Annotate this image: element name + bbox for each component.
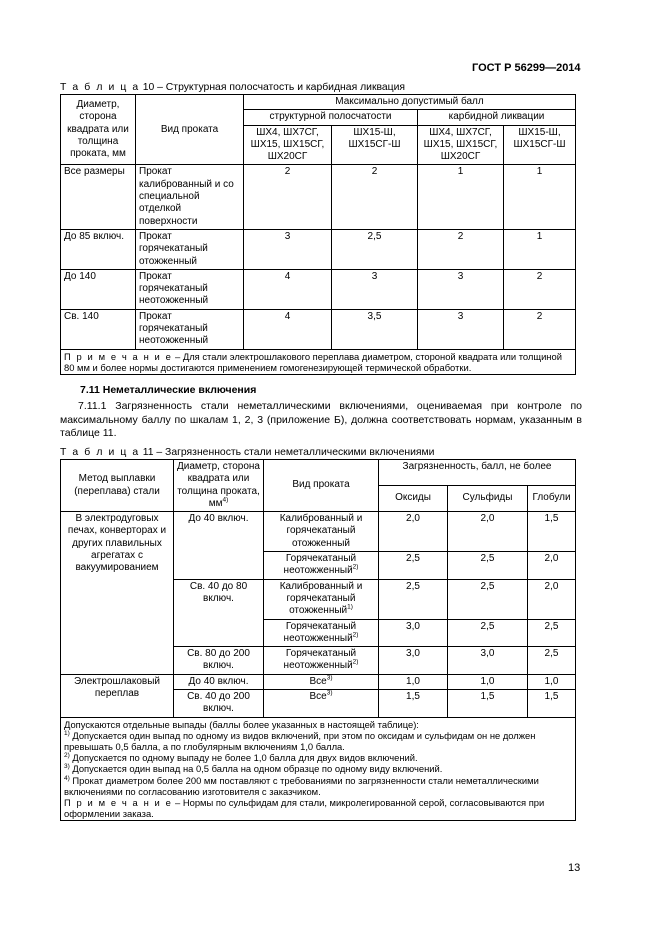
t11-header-oxides: Оксиды (379, 486, 448, 512)
t11-header-globules: Глобули (528, 486, 576, 512)
t11-note-1-mark: 1) (64, 729, 70, 737)
t11-notes-intro: Допускаются отдельные выпады (баллы более указанных в настоящей таблице): (64, 718, 419, 730)
t10-size: До 85 включ. (61, 229, 136, 269)
t11-note-3-mark: 3) (64, 763, 70, 771)
t11-value: 3,0 (379, 619, 448, 647)
t11-type-footnote: 1) (347, 603, 353, 611)
t11-remark (64, 797, 572, 819)
t11-type-text: Калиброванный и горячекатаный отожженный (279, 580, 363, 617)
table10-caption-title: – Структурная полосчатость и карбидная ликвация (157, 82, 406, 93)
table10-caption-label: Т а б л и ц а (60, 82, 140, 93)
t11-type-text: Калиброванный и горячекатаный отожженный (279, 513, 363, 549)
t10-value: 4 (244, 309, 332, 349)
t10-grade-b: ШХ15-Ш, ШХ15СГ-Ш (332, 125, 418, 165)
t10-note (61, 349, 576, 374)
t10-grade-b: ШХ15-Ш, ШХ15СГ-Ш (504, 125, 576, 165)
t11-value: 3,0 (379, 647, 448, 675)
t10-value: 2 (332, 165, 418, 229)
t10-header-max: Максимально допустимый балл (244, 95, 576, 110)
t11-type-footnote: 2) (352, 659, 359, 667)
t10-value: 3 (332, 269, 418, 309)
t11-value: 2,0 (528, 579, 576, 619)
t11-value: 1,0 (379, 674, 448, 689)
t11-note-4-text: Прокат диаметром более 200 мм поставляют с требованиями по загрязненности стали неметаллическими включениями по согласованию изготовителя с заказчиком. (64, 774, 539, 797)
t11-remark-text: – Нормы по сульфидам для стали, микролегированной серой, согласовываются при оформлении заказа. (64, 797, 545, 820)
t11-value: 1,5 (528, 512, 576, 552)
t10-value: 3 (418, 269, 504, 309)
t11-type-footnote: 3) (326, 689, 333, 697)
table-row (61, 269, 576, 309)
t10-type: Прокат горячекатаный неотожженный (136, 269, 244, 309)
t10-value: 3,5 (332, 309, 418, 349)
t10-type: Прокат горячекатаный неотожженный (136, 309, 244, 349)
t11-size: Св. 80 до 200 включ. (174, 647, 264, 675)
table-row (61, 674, 576, 689)
t10-header-size: Диаметр, сторона квадрата или толщина проката, мм (61, 95, 136, 165)
table-row (61, 165, 576, 229)
t10-type: Прокат калиброванный и со специальной отделкой поверхности (136, 165, 244, 229)
table11-caption-number: 11 (142, 447, 154, 458)
t11-notes (61, 717, 576, 821)
t11-type-text: Все (309, 691, 327, 703)
t11-note-4 (64, 775, 572, 797)
t11-value: 1,5 (528, 690, 576, 718)
t11-header-size-text: Диаметр, сторона квадрата или толщина проката, мм (177, 461, 260, 509)
section-heading: 7.11 Неметаллические включения (80, 384, 257, 396)
t11-size: Св. 40 до 200 включ. (174, 690, 264, 718)
t10-size: До 140 (61, 269, 136, 309)
t11-value: 1,5 (379, 690, 448, 718)
t10-note-text: – Для стали электрошлакового переплава диаметром, стороной квадрата или толщиной 80 мм и более нормы достигаются применением гомогенезирующей термической обработки. (64, 350, 562, 373)
t10-value: 2 (244, 165, 332, 229)
t10-value: 2 (504, 269, 576, 309)
t10-note-label: П р и м е ч а н и е (64, 350, 173, 362)
t11-value: 2,5 (528, 647, 576, 675)
t11-method: Электрошлаковый переплав (61, 674, 174, 717)
table11-caption (60, 447, 434, 458)
t11-type-text: Все (309, 675, 327, 687)
table11-caption-label: Т а б л и ц а (60, 447, 140, 458)
t11-value: 2,0 (448, 512, 528, 552)
table10-caption-number: 10 (142, 82, 155, 93)
t11-note-2-text: Допускается по одному выпаду не более 1,0 балла для двух видов включений. (69, 752, 418, 764)
t11-value: 1,0 (528, 674, 576, 689)
t11-header-type: Вид проката (264, 460, 379, 512)
t11-note-2 (64, 752, 572, 763)
t10-type: Прокат горячекатаный отожженный (136, 229, 244, 269)
t10-value: 1 (418, 165, 504, 229)
t11-type-text: Горячекатаный неотожженный (283, 620, 357, 644)
t11-header-method: Метод выплавки (переплава) стали (61, 460, 174, 512)
t10-size: Св. 140 (61, 309, 136, 349)
t11-value: 2,5 (448, 552, 528, 580)
t10-value: 2,5 (332, 229, 418, 269)
t10-header-type: Вид проката (136, 95, 244, 165)
t11-type-footnote: 2) (352, 631, 359, 639)
t10-grade-a: ШХ4, ШХ7СГ, ШХ15, ШХ15СГ, ШХ20СГ (244, 125, 332, 165)
t11-type (264, 647, 379, 675)
t11-value: 2,5 (379, 579, 448, 619)
t11-note-4-mark: 4) (64, 774, 70, 782)
t11-value: 2,0 (528, 552, 576, 580)
t11-note-3 (64, 763, 572, 774)
t10-size: Все размеры (61, 165, 136, 229)
t11-value: 2,5 (448, 619, 528, 647)
t11-type (264, 619, 379, 647)
table10-caption (60, 82, 405, 93)
t11-value: 2,5 (379, 552, 448, 580)
t10-value: 4 (244, 269, 332, 309)
t10-value: 2 (504, 309, 576, 349)
table11-caption-title: – Загрязненность стали неметаллическими включениями (156, 447, 435, 458)
table-row (61, 229, 576, 269)
t11-header-contam: Загрязненность, балл, не более (379, 460, 576, 486)
t10-value: 3 (244, 229, 332, 269)
t11-note-2-mark: 2) (64, 752, 70, 760)
table-row (61, 309, 576, 349)
page-number: 13 (568, 862, 581, 874)
t11-type (264, 512, 379, 552)
t10-grade-a: ШХ4, ШХ7СГ, ШХ15, ШХ15СГ, ШХ20СГ (418, 125, 504, 165)
t10-value: 1 (504, 229, 576, 269)
t11-value: 3,0 (448, 647, 528, 675)
t11-remark-label: П р и м е ч а н и е (64, 797, 173, 809)
standard-header: ГОСТ Р 56299—2014 (472, 62, 581, 74)
table10 (60, 94, 576, 375)
t11-method: В электродуговых печах, конверторах и других плавильных агрегатах с вакуумированием (61, 512, 174, 675)
t11-type (264, 579, 379, 619)
t11-type (264, 552, 379, 580)
t11-value: 2,5 (448, 579, 528, 619)
table11 (60, 459, 576, 821)
t10-value: 2 (418, 229, 504, 269)
t11-value: 2,0 (379, 512, 448, 552)
table-row (61, 512, 576, 552)
t11-note-1 (64, 730, 572, 752)
t10-value: 1 (504, 165, 576, 229)
t11-note-3-text: Допускается один выпад на 0,5 балла на одном образце по одному виду включений. (69, 763, 443, 775)
t11-type-footnote: 2) (352, 564, 359, 572)
t11-header-size-footnote: 4) (222, 496, 229, 504)
section-paragraph: 7.11.1 Загрязненность стали неметаллическими включениями, оцениваемая при контроле по максимальному баллу по шкалам 1, 2, 3 (приложение Б), должна соответствовать нормам, указанным в таблице 11. (60, 400, 582, 439)
t10-header-carb: карбидной ликвации (418, 110, 576, 125)
t11-note-1-text: Допускается один выпад по одному из видов включений, при этом по оксидам и сульфидам он не должен превышать 0,5 балла, а по глобулярным включениям 1,0 балла. (64, 729, 536, 753)
t11-size: До 40 включ. (174, 674, 264, 689)
t11-value: 1,0 (448, 674, 528, 689)
t11-type-footnote: 3) (326, 674, 333, 682)
t11-value: 1,5 (448, 690, 528, 718)
t11-type-text: Горячекатаный неотожженный (283, 553, 357, 577)
t11-size: Св. 40 до 80 включ. (174, 579, 264, 646)
t11-header-size (174, 460, 264, 512)
t11-size: До 40 включ. (174, 512, 264, 579)
t11-header-sulfides: Сульфиды (448, 486, 528, 512)
t11-value: 2,5 (528, 619, 576, 647)
t11-type (264, 674, 379, 689)
t10-value: 3 (418, 309, 504, 349)
t10-header-struct: структурной полосчатости (244, 110, 418, 125)
t11-type-text: Горячекатаный неотожженный (283, 648, 357, 672)
t11-type (264, 690, 379, 718)
